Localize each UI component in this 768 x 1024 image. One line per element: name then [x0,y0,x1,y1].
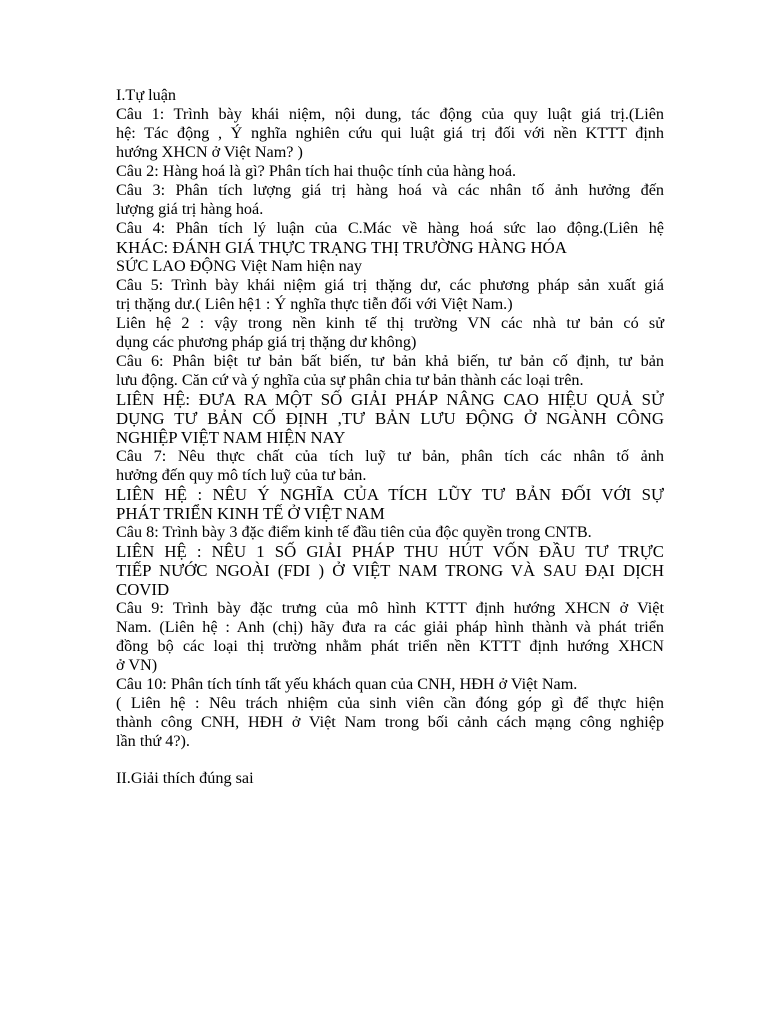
document-line: Câu 4: Phân tích lý luận của C.Mác về hàng hoá sức lao động.(Liên hệ [116,219,664,237]
document-line: NGHIỆP VIỆT NAM HIỆN NAY [116,428,346,447]
document-line: KHÁC: ĐÁNH GIÁ THỰC TRẠNG THỊ TRƯỜNG HÀNG HÓA [116,238,567,257]
document-line: hướng XHCN ở Việt Nam? ) [116,143,303,161]
document-line: LIÊN HỆ : NÊU 1 SỐ GIẢI PHÁP THU HÚT VỐN ĐẦU TƯ TRỰC [116,542,664,561]
document-line: hưởng đến quy mô tích luỹ của tư bản. [116,466,367,484]
document-line: Liên hệ 2 : vậy trong nền kinh tế thị trường VN các nhà tư bản có sử [116,314,664,332]
document-body [116,86,664,751]
document-line: ở VN) [116,656,158,674]
document-line: lưu động. Căn cứ và ý nghĩa của sự phân chia tư bản thành các loại trên. [116,371,584,389]
document-line: TIẾP NƯỚC NGOÀI (FDI ) Ở VIỆT NAM TRONG VÀ SAU ĐẠI DỊCH [116,561,664,580]
document-line: thành công CNH, HĐH ở Việt Nam trong bối cảnh cách mạng công nghiệp [116,713,664,731]
document-line: dụng các phương pháp giá trị thặng dư không) [116,333,417,351]
section-2-title: II.Giải thích đúng sai [116,769,254,787]
document-line: DỤNG TƯ BẢN CỐ ĐỊNH ,TƯ BẢN LƯU ĐỘNG Ở NGÀNH CÔNG [116,409,664,428]
document-line: Câu 6: Phân biệt tư bản bất biến, tư bản khả biến, tư bản cố định, tư bản [116,352,664,370]
document-line: PHÁT TRIỂN KINH TẾ Ở VIỆT NAM [116,504,385,523]
document-line: hệ: Tác động , Ý nghĩa nghiên cứu qui luật giá trị đối với nền KTTT định [116,124,664,142]
document-line: Câu 5: Trình bày khái niệm giá trị thặng dư, các phương pháp sản xuất giá [116,276,664,294]
document-line: LIÊN HỆ : NÊU Ý NGHĨA CỦA TÍCH LŨY TƯ BẢN ĐỐI VỚI SỰ [116,485,664,504]
section-gap [116,751,664,769]
document-line: Câu 2: Hàng hoá là gì? Phân tích hai thuộc tính của hàng hoá. [116,162,517,180]
document-line: Câu 10: Phân tích tính tất yếu khách quan của CNH, HĐH ở Việt Nam. [116,675,578,693]
document-line: lần thứ 4?). [116,732,190,750]
document-line: Nam. (Liên hệ : Anh (chị) hãy đưa ra các giải pháp hình thành và phát triển [116,618,664,636]
document-line: Câu 3: Phân tích lượng giá trị hàng hoá và các nhân tố ảnh hưởng đến [116,181,664,199]
document-line: ( Liên hệ : Nêu trách nhiệm của sinh viên cần đóng góp gì để thực hiện [116,694,664,712]
section-1-title: I.Tự luận [116,86,177,104]
document-line: COVID [116,580,170,599]
document-page [116,86,664,788]
document-line: trị thặng dư.( Liên hệ1 : Ý nghĩa thực tiễn đối với Việt Nam.) [116,295,513,313]
document-line: LIÊN HỆ: ĐƯA RA MỘT SỐ GIẢI PHÁP NÂNG CAO HIỆU QUẢ SỬ [116,390,664,409]
document-line: Câu 7: Nêu thực chất của tích luỹ tư bản, phân tích các nhân tố ảnh [116,447,664,465]
document-line: SỨC LAO ĐỘNG Việt Nam hiện nay [116,257,362,275]
document-line: đồng bộ các loại thị trường nhằm phát triển nền KTTT định hướng XHCN [116,637,664,655]
document-line: lượng giá trị hàng hoá. [116,200,264,218]
document-line: Câu 9: Trình bày đặc trưng của mô hình KTTT định hướng XHCN ở Việt [116,599,664,617]
document-line: Câu 1: Trình bày khái niệm, nội dung, tác động của quy luật giá trị.(Liên [116,105,664,123]
document-line: Câu 8: Trình bày 3 đặc điểm kinh tế đầu tiên của độc quyền trong CNTB. [116,523,592,541]
